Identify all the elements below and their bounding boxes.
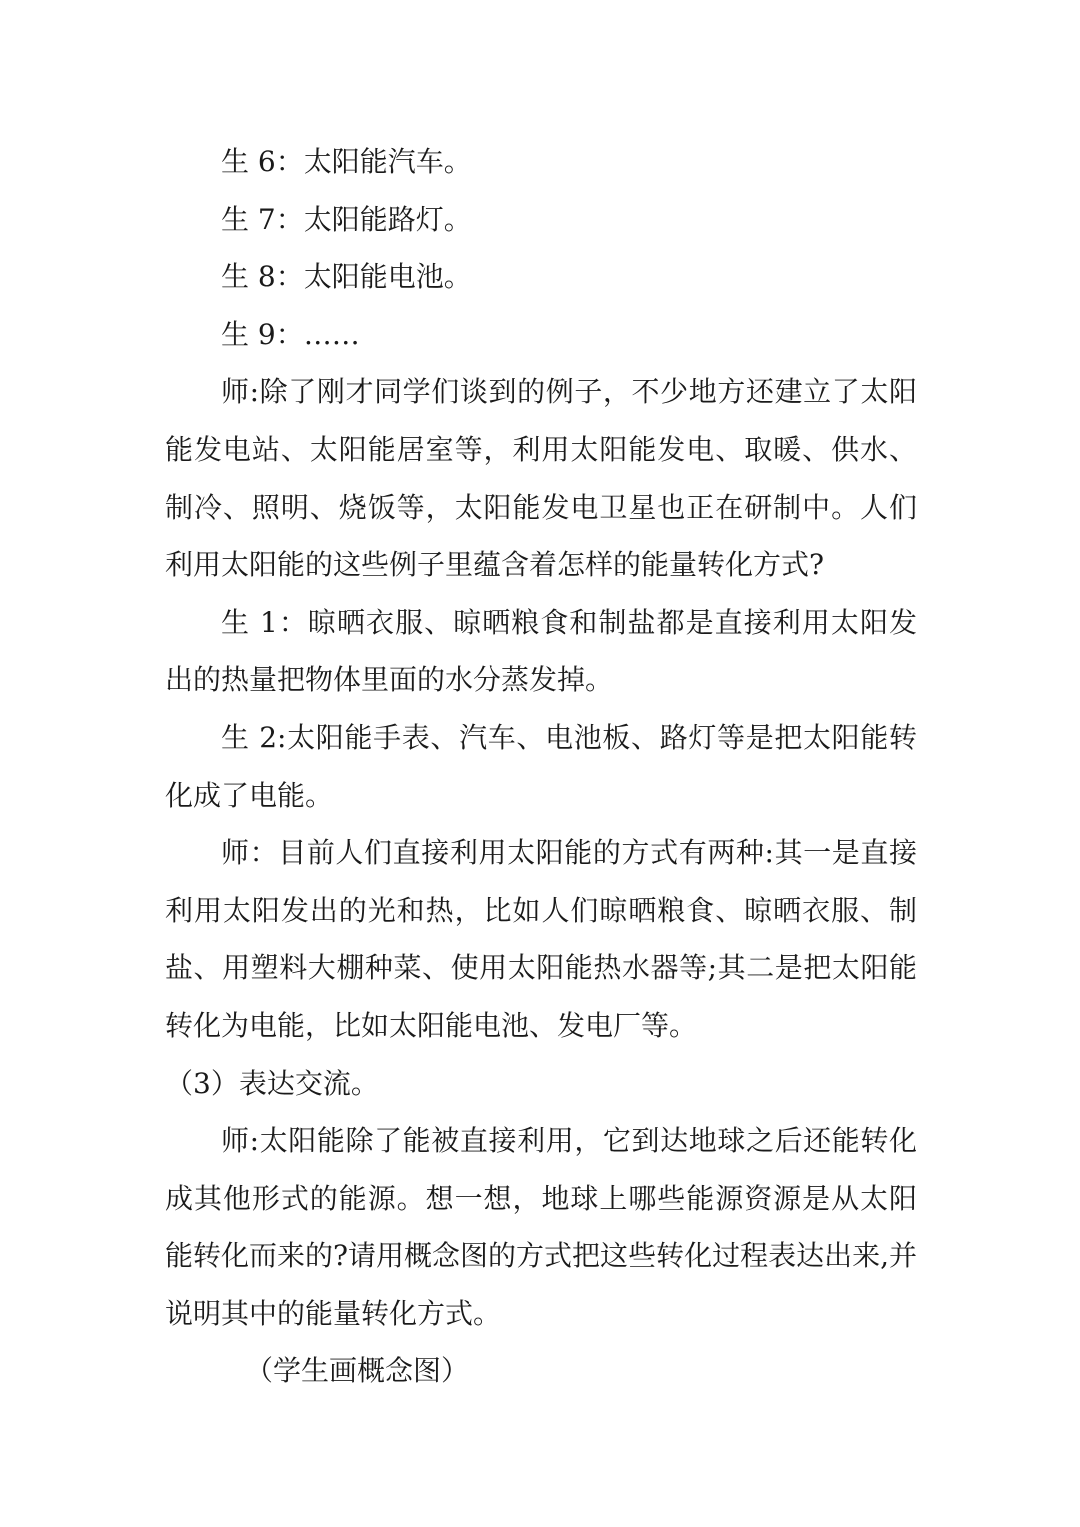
document-page xyxy=(165,133,917,1400)
section-heading: （3）表达交流。 xyxy=(165,1066,379,1100)
teacher-paragraph-3: 师:太阳能除了能被直接利用，它到达地球之后还能转化成其他形式的能源。想一想，地球上哪些能源资源是从太阳能转化而来的?请用概念图的方式把这些转化过程表达出来,并说明其中的能量转化方式。 xyxy=(165,1124,917,1330)
student-6-line: 生 6：太阳能汽车。 xyxy=(221,145,472,178)
student-2-answer: 生 2:太阳能手表、汽车、电池板、路灯等是把太阳能转化成了电能。 xyxy=(165,720,917,812)
student-9-line: 生 9：…… xyxy=(221,317,360,351)
teacher-paragraph-1: 师:除了刚才同学们谈到的例子，不少地方还建立了太阳能发电站、太阳能居室等，利用太阳能发电、取暖、供水、制冷、照明、烧饭等，太阳能发电卫星也正在研制中。人们利用太阳能的这些例子里蕴含着怎样的能量转化方式? xyxy=(165,375,917,582)
student-note: （学生画概念图） xyxy=(245,1354,470,1388)
student-7-line: 生 7：太阳能路灯。 xyxy=(221,202,472,236)
student-8-line: 生 8：太阳能电池。 xyxy=(221,260,472,294)
student-1-answer: 生 1：晾晒衣服、晾晒粮食和制盐都是直接利用太阳发出的热量把物体里面的水分蒸发掉。 xyxy=(165,605,917,697)
teacher-paragraph-2: 师：目前人们直接利用太阳能的方式有两种:其一是直接利用太阳发出的光和热，比如人们晾晒粮食、晾晒衣服、制盐、用塑料大棚种菜、使用太阳能热水器等;其二是把太阳能转化为电能，比如太阳能电池、发电厂等。 xyxy=(165,836,917,1042)
